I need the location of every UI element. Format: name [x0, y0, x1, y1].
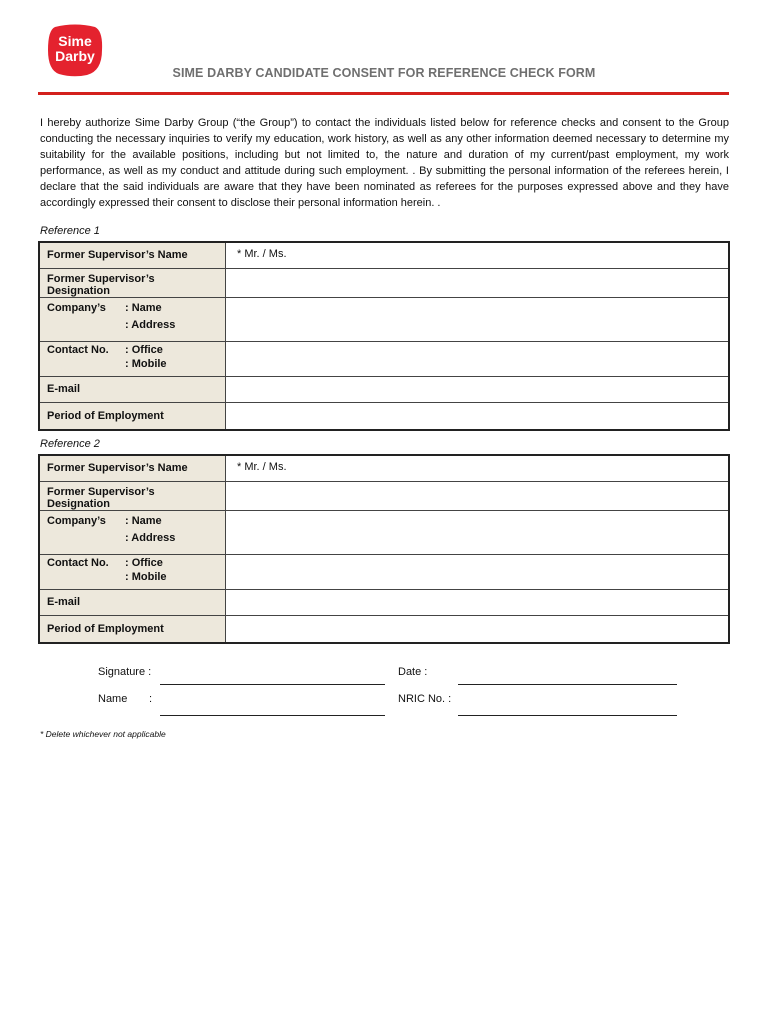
email-field[interactable]: [226, 589, 730, 615]
company-address-label: : Address: [125, 318, 176, 331]
company-heading: Company’s: [47, 514, 106, 527]
contact-field[interactable]: [226, 554, 730, 589]
company-field[interactable]: [226, 510, 730, 554]
nric-line[interactable]: [458, 715, 677, 716]
contact-office-label: : Office: [125, 343, 163, 356]
nric-label: NRIC No. :: [398, 693, 452, 705]
table-row: [39, 481, 729, 510]
contact-label: [39, 554, 226, 589]
contact-office-label: : Office: [125, 556, 163, 569]
name-colon: :: [149, 693, 153, 705]
table-row: [39, 455, 729, 481]
name-line[interactable]: [160, 715, 385, 716]
table-row: [39, 376, 729, 402]
supervisor-name-field[interactable]: * Mr. / Ms.: [226, 455, 730, 481]
signature-line[interactable]: [160, 684, 385, 685]
supervisor-name-label: Former Supervisor’s Name: [39, 455, 226, 481]
table-row: [39, 341, 729, 376]
table-row: [39, 297, 729, 341]
footnote: * Delete whichever not applicable: [40, 729, 166, 739]
period-label: Period of Employment: [39, 615, 226, 643]
supervisor-name-field[interactable]: * Mr. / Ms.: [226, 242, 730, 268]
contact-label: [39, 341, 226, 376]
table-row: [39, 589, 729, 615]
designation-label: Former Supervisor’s Designation: [39, 481, 226, 510]
table-row: [39, 554, 729, 589]
reference-2-table: [38, 454, 730, 644]
date-line[interactable]: [458, 684, 677, 685]
designation-field[interactable]: [226, 268, 730, 297]
name-label: Name: [98, 693, 128, 705]
period-label: Period of Employment: [39, 402, 226, 430]
signature-label: Signature :: [98, 666, 152, 678]
consent-paragraph: I hereby authorize Sime Darby Group (“the Group”) to contact the individuals listed below for reference checks and consent to the Group conducting the necessary inquiries to verify my education, work history, as well as any other information deemed necessary to determine my suitability for the available positions, including but not limited to, the nature and duration of my current/past employment, my work performance, as well as my conduct and attitude during such employment. . By submitting the personal information of the referees herein, I declare that the said individuals are aware that they have been nominated as referees for the purposes expressed above and they have accordingly expressed their consent to disclose their personal information herein. .: [40, 117, 729, 209]
company-name-label: : Name: [125, 514, 162, 527]
company-name-label: : Name: [125, 301, 162, 314]
email-label: E-mail: [39, 376, 226, 402]
date-label: Date :: [398, 666, 428, 678]
company-field[interactable]: [226, 297, 730, 341]
contact-heading: Contact No.: [47, 343, 109, 356]
designation-field[interactable]: [226, 481, 730, 510]
designation-label: Former Supervisor’s Designation: [39, 268, 226, 297]
email-label: E-mail: [39, 589, 226, 615]
logo-text-line2: Darby: [55, 48, 95, 64]
form-title: SIME DARBY CANDIDATE CONSENT FOR REFERENCE CHECK FORM: [172, 66, 596, 80]
supervisor-name-label: Former Supervisor’s Name: [39, 242, 226, 268]
contact-heading: Contact No.: [47, 556, 109, 569]
period-field[interactable]: [226, 402, 730, 430]
reference-2-label: Reference 2: [40, 438, 100, 450]
table-row: [39, 242, 729, 268]
reference-1-label: Reference 1: [40, 225, 100, 237]
company-label: [39, 510, 226, 554]
table-row: [39, 615, 729, 643]
contact-mobile-label: : Mobile: [125, 357, 167, 370]
reference-1-table: [38, 241, 730, 431]
logo-text-line1: Sime: [58, 33, 92, 49]
sime-darby-logo: [47, 23, 103, 77]
table-row: [39, 510, 729, 554]
company-address-label: : Address: [125, 531, 176, 544]
contact-field[interactable]: [226, 341, 730, 376]
contact-mobile-label: : Mobile: [125, 570, 167, 583]
company-heading: Company’s: [47, 301, 106, 314]
company-label: [39, 297, 226, 341]
table-row: [39, 402, 729, 430]
table-row: [39, 268, 729, 297]
period-field[interactable]: [226, 615, 730, 643]
header-divider: [38, 92, 729, 95]
email-field[interactable]: [226, 376, 730, 402]
